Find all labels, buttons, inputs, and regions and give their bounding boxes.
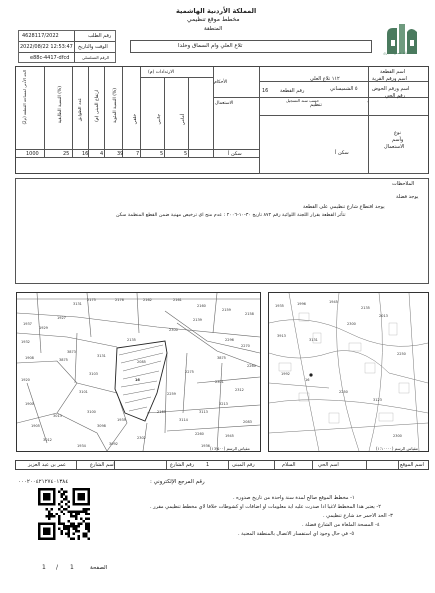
region-box xyxy=(130,40,372,53)
parcel-number-label: 3131 xyxy=(73,302,82,306)
request-number-label: رقم الطلب xyxy=(88,33,112,39)
kingdom-title: المملكة الأردنية الهاشمية xyxy=(176,7,257,15)
parcel-number-label: 2296 xyxy=(225,338,234,342)
parcel-number-label: 2135 xyxy=(127,338,136,342)
village-label: اسم ورقم القرية xyxy=(372,76,407,82)
plot-name-label: اسم القطعة xyxy=(380,69,406,75)
note-line-3: تتأثر القطعة بقرار اللجنة اللوائية رقم ٨٧٢ تاريخ ٣٠-١٠-٢٠٠٦ : عدم منح اي ترخيص مهنية ضمن القطع المنظمة سكن xyxy=(116,213,346,218)
parcel-number-label: 1908 xyxy=(25,356,34,360)
regs-value-side: 5 xyxy=(160,151,164,157)
parcel-number-label: 3123 xyxy=(373,398,382,402)
regs-value-floors: 16 xyxy=(82,151,89,157)
page-total: 1 xyxy=(42,564,46,571)
note-line-1: يوجد فضلة xyxy=(396,194,419,200)
site-name-label: اسم الموقع xyxy=(400,462,424,468)
regs-header-usage: الاستعمال xyxy=(215,101,234,106)
tracking-number: e88c-4417-dfcd xyxy=(30,55,70,61)
parcel-number-label: 16 xyxy=(305,378,310,382)
parcel-number-label: 2139 xyxy=(193,318,202,322)
parcel-number-label: 2161 xyxy=(173,298,182,302)
parcel-number-label: 3092 xyxy=(109,442,118,446)
e-reference-value: ٠٠٠٢٠٠٤٢١٢٧٤٠١٣٨٤ xyxy=(18,479,69,485)
parcel-number-label: 3213 xyxy=(219,402,228,406)
parcel-number-label: 1900 xyxy=(25,402,34,406)
parcel-number-label: 1934 xyxy=(77,444,86,448)
plot-number-value: 16 xyxy=(262,88,269,94)
parcel-number-label: 2301 xyxy=(215,380,224,384)
regs-value-height: 4 xyxy=(100,151,104,157)
usage-label-2: وأسم xyxy=(392,137,404,143)
parcel-number-label: 3100 xyxy=(87,410,96,414)
parcel-number-label: 1945 xyxy=(225,434,234,438)
parcel-number-label: 2250 xyxy=(339,390,348,394)
regs-header-floors: عدد الطوابق xyxy=(78,98,83,122)
parcel-number-label: 3131 xyxy=(97,354,106,358)
parcel-number-label: 2162 xyxy=(143,298,152,302)
document-title: مخطط موقع تنظيمي xyxy=(187,16,240,23)
parcel-number-label: 1945 xyxy=(329,300,338,304)
request-number: 4628117/2022 xyxy=(22,33,59,39)
parcel-number-label: 2013 xyxy=(379,314,388,318)
zoning-type-label: تنظيم xyxy=(310,102,322,108)
parcel-number-label: 2250 xyxy=(397,352,406,356)
parcel-number-label: 3098 xyxy=(97,424,106,428)
subject-parcel xyxy=(115,341,167,421)
plot-number-label: رقم القطعة xyxy=(280,88,305,94)
basin-value: ٥ الشميساني xyxy=(330,86,358,92)
usage-label-1: نوع xyxy=(394,130,401,136)
note-line-2: يوجد اقتطاع شارع تنظيمي على القطعة xyxy=(303,204,385,210)
instruction-5: ٥- في حال وجود اي استفسار الاتصال بالمنطقة المعنية . xyxy=(238,531,355,537)
regs-value-front: 5 xyxy=(184,151,188,157)
parcel-number-label: 2260 xyxy=(247,364,256,368)
parcel-number-label: 3913 xyxy=(277,334,286,338)
region-label: المنطقة xyxy=(204,26,223,32)
street-name-label: اسم الشارع xyxy=(90,462,115,468)
regs-value-usage: سكن أ xyxy=(228,151,242,157)
parcel-number-label: 2300 xyxy=(393,434,402,438)
neighborhood-value: ٠ xyxy=(366,99,369,105)
parcel-number-label: 3875 xyxy=(59,358,68,362)
parcel-number-label: 3875 xyxy=(217,356,226,360)
page-current: 1 xyxy=(70,564,74,571)
e-reference-label: رقم المرجع الإلكتروني : xyxy=(150,479,205,485)
verification-qr-code xyxy=(38,488,90,540)
detail-map xyxy=(16,292,261,452)
parcel-number-label: 3131 xyxy=(309,338,318,342)
neighborhood-label: رقم الحي xyxy=(385,93,406,99)
parcel-number-label: 2260 xyxy=(195,432,204,436)
regs-value-rear: 7 xyxy=(136,151,140,157)
instruction-1: ١- مخطط الموقع صالح لمدة سنة واحدة من تاريخ صدوره . xyxy=(233,495,355,501)
district-name-value: السلام xyxy=(282,462,296,468)
parcel-number-label: 3013 xyxy=(53,414,62,418)
region-value: تلاع العلي وام السماق وخلدا xyxy=(178,43,243,49)
parcel-number-label: 2312 xyxy=(235,388,244,392)
parcel-number-label: 1927 xyxy=(57,316,66,320)
parcel-number-label: 2160 xyxy=(157,410,166,414)
tracking-number-label: الرقم التسلسلي xyxy=(82,55,110,60)
parcel-number-label: 3101 xyxy=(79,390,88,394)
location-map xyxy=(268,292,429,452)
regs-header-rear: خلفي xyxy=(133,114,138,125)
notes-title: الملاحظات xyxy=(392,181,415,187)
parcel-number-label: 1996 xyxy=(297,302,306,306)
detail-map-scale: مقياس الرسم (١:٢٥٠٠) xyxy=(210,446,250,451)
page-separator: / xyxy=(56,564,59,571)
village-value: ١١٢ تلاع العلي xyxy=(310,76,340,82)
instruction-4: ٤- المسحة الملغاة من الشارع فضلة . xyxy=(302,522,380,528)
location-map-drawing xyxy=(269,293,428,451)
parcel-number-label: 2160 xyxy=(197,304,206,308)
request-datetime-label: الوقت والتاريخ xyxy=(78,44,108,50)
registration-note: حسب سند التسجيل xyxy=(286,98,320,103)
parcel-number-label: 2275 xyxy=(185,370,194,374)
district-name-label: اسم الحي xyxy=(318,462,339,468)
parcel-number-label: 2175 xyxy=(87,298,96,302)
zoning-type-value: سكن أ xyxy=(335,150,349,156)
parcel-number-label: 2302 xyxy=(137,436,146,440)
notes-box xyxy=(15,178,429,284)
regs-header-far: النسبة الطابقية (%) xyxy=(58,86,63,124)
parcel-number-label: 1992 xyxy=(281,372,290,376)
parcel-number-label: 2259 xyxy=(167,392,176,396)
regs-header-front: أمامي xyxy=(181,114,186,126)
building-number-value: 1 xyxy=(206,462,210,468)
street-name-value: عمر بن عبد العزيز xyxy=(28,462,66,468)
parcel-number-label: 3103 xyxy=(89,372,98,376)
parcel-number-label: 1937 xyxy=(23,322,32,326)
regs-header-coverage: النسبة المئوية (%) xyxy=(113,88,118,123)
regs-header-height: ارتفاع المبنى (م) xyxy=(95,90,100,122)
regs-header-side: جانبي xyxy=(157,114,162,125)
parcel-number-label: 2085 xyxy=(137,360,146,364)
parcel-number-label: 1932 xyxy=(21,340,30,344)
gam-logo xyxy=(383,20,425,58)
regs-header-provisions: الأحكام xyxy=(214,80,228,85)
parcel-number-label: 3012 xyxy=(43,438,52,442)
location-map-scale: مقياس الرسم (١:١٠٠٠٠) xyxy=(376,446,418,451)
parcel-number-label: 2300 xyxy=(169,328,178,332)
parcel-number-label: 1936 xyxy=(201,444,210,448)
location-map-labels xyxy=(275,300,406,438)
location-marker xyxy=(309,373,312,376)
regs-value-far: 25 xyxy=(63,151,70,157)
parcel-number-label: 1920 xyxy=(21,378,30,382)
regs-header-min-area: الحد الأدنى لمساحة القطعة (م2) xyxy=(22,70,27,125)
parcel-number-label: 3114 xyxy=(179,418,188,422)
parcel-number-label: 2083 xyxy=(243,420,252,424)
parcel-number-label: 2300 xyxy=(347,322,356,326)
parcel-number-label: 2176 xyxy=(115,298,124,302)
parcel-number-label: 1905 xyxy=(31,424,40,428)
street-number-label: رقم الشارع xyxy=(170,462,195,468)
basin-label: اسم ورقم الحوض xyxy=(372,86,410,92)
page-label: الصفحة xyxy=(90,565,108,571)
building-number-label: رقم المبنى xyxy=(232,462,255,468)
request-datetime: 2022/08/22 12:53:47 xyxy=(20,44,73,50)
parcel-number-label: 1935 xyxy=(275,304,284,308)
instruction-2: ٢- يعتبر هذا المخطط لاغيا اذا صدرت عليه اية معلومات او اضافات او كشوطات خلافا لاي مخطط تنظيمي مقرر . xyxy=(150,504,381,510)
parcel-number-label: 16 xyxy=(135,378,140,382)
detail-map-drawing xyxy=(17,293,260,451)
regs-value-coverage: 39 xyxy=(117,151,124,157)
parcel-number-label: 2159 xyxy=(222,308,231,312)
parcel-number-label: 1929 xyxy=(39,326,48,330)
address-bar xyxy=(15,460,429,470)
regs-value-min-area: 1000 xyxy=(26,151,39,157)
instruction-3: ٣- الحد الاحمر حد شارع تنظيمي . xyxy=(323,513,393,519)
parcel-number-label: 2158 xyxy=(245,312,254,316)
setbacks-group-header: الارتدادات (م) xyxy=(148,70,175,75)
parcel-number-label: 2270 xyxy=(241,344,250,348)
logo-text: أمانة عمان الكبرى xyxy=(383,51,410,55)
parcel-number-label: 3873 xyxy=(67,350,76,354)
parcel-number-label: 2135 xyxy=(361,306,370,310)
usage-label-3: الاستعمال xyxy=(384,144,405,150)
parcel-number-label: 3113 xyxy=(199,410,208,414)
parcel-number-label: 1935 xyxy=(117,418,126,422)
